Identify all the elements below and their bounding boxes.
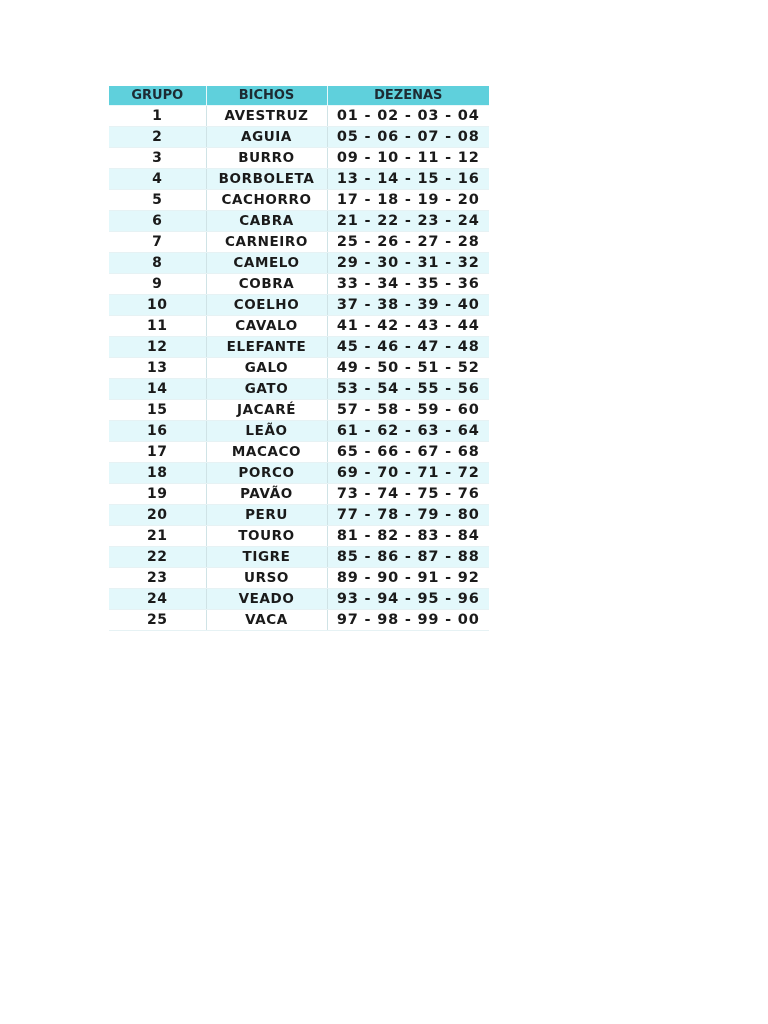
table-row	[109, 337, 489, 358]
grupo-cell: 16	[109, 421, 206, 442]
dezenas-cell: 37 - 38 - 39 - 40	[327, 295, 489, 316]
bicho-cell: CARNEIRO	[206, 232, 327, 253]
grupo-cell: 19	[109, 484, 206, 505]
table-row	[109, 568, 489, 589]
table-row	[109, 421, 489, 442]
bicho-cell: GALO	[206, 358, 327, 379]
table-row	[109, 463, 489, 484]
dezenas-cell: 85 - 86 - 87 - 88	[327, 547, 489, 568]
bicho-cell: TIGRE	[206, 547, 327, 568]
grupo-cell: 23	[109, 568, 206, 589]
grupo-cell: 12	[109, 337, 206, 358]
dezenas-cell: 17 - 18 - 19 - 20	[327, 190, 489, 211]
grupo-cell: 9	[109, 274, 206, 295]
dezenas-cell: 49 - 50 - 51 - 52	[327, 358, 489, 379]
grupo-cell: 21	[109, 526, 206, 547]
grupo-cell: 6	[109, 211, 206, 232]
dezenas-cell: 41 - 42 - 43 - 44	[327, 316, 489, 337]
table-header	[109, 86, 489, 106]
dezenas-cell: 61 - 62 - 63 - 64	[327, 421, 489, 442]
table-row	[109, 505, 489, 526]
bicho-cell: GATO	[206, 379, 327, 400]
grupo-cell: 20	[109, 505, 206, 526]
grupo-cell: 14	[109, 379, 206, 400]
table-row	[109, 295, 489, 316]
dezenas-cell: 77 - 78 - 79 - 80	[327, 505, 489, 526]
table-row	[109, 127, 489, 148]
bicho-cell: COELHO	[206, 295, 327, 316]
table-row	[109, 211, 489, 232]
table-row	[109, 148, 489, 169]
table-row	[109, 484, 489, 505]
table-row	[109, 274, 489, 295]
grupo-cell: 7	[109, 232, 206, 253]
dezenas-cell: 97 - 98 - 99 - 00	[327, 610, 489, 631]
table-row	[109, 610, 489, 631]
table-row	[109, 589, 489, 610]
bicho-cell: CAVALO	[206, 316, 327, 337]
header-row	[109, 86, 489, 106]
table-row	[109, 547, 489, 568]
dezenas-cell: 89 - 90 - 91 - 92	[327, 568, 489, 589]
grupo-cell: 4	[109, 169, 206, 190]
dezenas-cell: 13 - 14 - 15 - 16	[327, 169, 489, 190]
header-bichos: BICHOS	[206, 86, 327, 106]
bicho-cell: BORBOLETA	[206, 169, 327, 190]
bichos-table	[109, 86, 489, 631]
dezenas-cell: 81 - 82 - 83 - 84	[327, 526, 489, 547]
bicho-cell: PERU	[206, 505, 327, 526]
bicho-cell: CACHORRO	[206, 190, 327, 211]
table-row	[109, 253, 489, 274]
bicho-cell: VACA	[206, 610, 327, 631]
dezenas-cell: 05 - 06 - 07 - 08	[327, 127, 489, 148]
table-row	[109, 400, 489, 421]
table-row	[109, 316, 489, 337]
dezenas-cell: 65 - 66 - 67 - 68	[327, 442, 489, 463]
table-row	[109, 442, 489, 463]
grupo-cell: 17	[109, 442, 206, 463]
bicho-cell: CAMELO	[206, 253, 327, 274]
grupo-cell: 13	[109, 358, 206, 379]
bicho-cell: CABRA	[206, 211, 327, 232]
header-dezenas: DEZENAS	[327, 86, 489, 106]
dezenas-cell: 57 - 58 - 59 - 60	[327, 400, 489, 421]
table-row	[109, 526, 489, 547]
bicho-cell: URSO	[206, 568, 327, 589]
table-row	[109, 190, 489, 211]
dezenas-cell: 09 - 10 - 11 - 12	[327, 148, 489, 169]
bicho-cell: TOURO	[206, 526, 327, 547]
dezenas-cell: 73 - 74 - 75 - 76	[327, 484, 489, 505]
grupo-cell: 22	[109, 547, 206, 568]
table-body	[109, 106, 489, 631]
bicho-cell: MACACO	[206, 442, 327, 463]
dezenas-cell: 29 - 30 - 31 - 32	[327, 253, 489, 274]
table-row	[109, 106, 489, 127]
grupo-cell: 5	[109, 190, 206, 211]
grupo-cell: 8	[109, 253, 206, 274]
bicho-cell: ELEFANTE	[206, 337, 327, 358]
dezenas-cell: 69 - 70 - 71 - 72	[327, 463, 489, 484]
dezenas-cell: 01 - 02 - 03 - 04	[327, 106, 489, 127]
bicho-cell: BURRO	[206, 148, 327, 169]
dezenas-cell: 93 - 94 - 95 - 96	[327, 589, 489, 610]
dezenas-cell: 33 - 34 - 35 - 36	[327, 274, 489, 295]
bicho-cell: AVESTRUZ	[206, 106, 327, 127]
bicho-cell: PAVÃO	[206, 484, 327, 505]
table-row	[109, 169, 489, 190]
grupo-cell: 1	[109, 106, 206, 127]
grupo-cell: 25	[109, 610, 206, 631]
grupo-cell: 24	[109, 589, 206, 610]
bicho-cell: VEADO	[206, 589, 327, 610]
grupo-cell: 11	[109, 316, 206, 337]
table-row	[109, 379, 489, 400]
dezenas-cell: 21 - 22 - 23 - 24	[327, 211, 489, 232]
grupo-cell: 15	[109, 400, 206, 421]
dezenas-cell: 53 - 54 - 55 - 56	[327, 379, 489, 400]
grupo-cell: 10	[109, 295, 206, 316]
bicho-cell: JACARÉ	[206, 400, 327, 421]
dezenas-cell: 25 - 26 - 27 - 28	[327, 232, 489, 253]
dezenas-cell: 45 - 46 - 47 - 48	[327, 337, 489, 358]
header-grupo: GRUPO	[109, 86, 206, 106]
bicho-cell: AGUIA	[206, 127, 327, 148]
table-row	[109, 358, 489, 379]
bicho-cell: LEÃO	[206, 421, 327, 442]
table-row	[109, 232, 489, 253]
grupo-cell: 18	[109, 463, 206, 484]
bicho-cell: PORCO	[206, 463, 327, 484]
grupo-cell: 2	[109, 127, 206, 148]
grupo-cell: 3	[109, 148, 206, 169]
bicho-cell: COBRA	[206, 274, 327, 295]
